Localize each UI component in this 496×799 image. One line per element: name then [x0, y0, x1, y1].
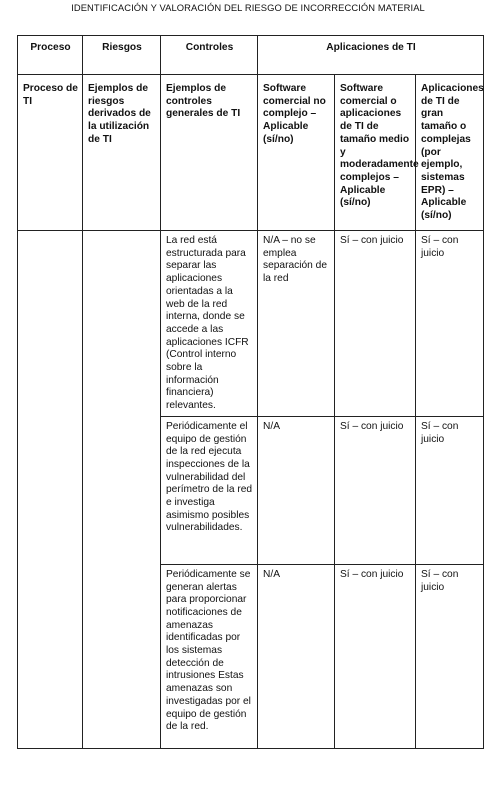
gran-tamano-cell: Sí – con juicio [416, 231, 484, 417]
header-row-secondary [18, 75, 484, 231]
no-complejo-cell: N/A – no se emplea separación de la red [258, 231, 335, 417]
header-cell-aplicaciones: Aplicaciones de TI [258, 36, 484, 75]
subheader-cell-aplicaciones-gran-tamano: Aplicaciones de TI de gran tamaño o complejas (por ejemplo, sistemas EPR) – Aplicable (sí/no) [416, 75, 484, 231]
control-cell: Periódicamente se generan alertas para proporcionar notificaciones de amenazas identificadas por los sistemas detección de intrusiones Estas amenazas son investigadas por el equipo de gestión de la red. [161, 564, 258, 748]
subheader-cell-software-no-complejo: Software comercial no complejo – Aplicable (sí/no) [258, 75, 335, 231]
control-cell: La red está estructurada para separar las aplicaciones orientadas a la web de la red interna, donde se accede a las aplicaciones ICFR (Control interno sobre la información financiera) relevantes. [161, 231, 258, 417]
subheader-cell-riesgos: Ejemplos de riesgos derivados de la utilización de TI [83, 75, 161, 231]
control-cell: Periódicamente el equipo de gestión de la red ejecuta inspecciones de la vulnerabilidad del perímetro de la red e investiga asimismo posibles vulnerabilidades. [161, 416, 258, 564]
header-cell-riesgos: Riesgos [83, 36, 161, 75]
risk-assessment-table [17, 35, 484, 749]
gran-tamano-cell: Sí – con juicio [416, 564, 484, 748]
subheader-cell-proceso: Proceso de TI [18, 75, 83, 231]
no-complejo-cell: N/A [258, 416, 335, 564]
header-cell-controles: Controles [161, 36, 258, 75]
medio-cell: Sí – con juicio [335, 416, 416, 564]
header-row-primary [18, 36, 484, 75]
page-title: IDENTIFICACIÓN Y VALORACIÓN DEL RIESGO DE INCORRECCIÓN MATERIAL [71, 2, 425, 13]
subheader-cell-software-medio: Software comercial o aplicaciones de TI de tamaño medio y moderadamente complejos – Aplicable (sí/no) [335, 75, 416, 231]
subheader-cell-controles: Ejemplos de controles generales de TI [161, 75, 258, 231]
medio-cell: Sí – con juicio [335, 564, 416, 748]
medio-cell: Sí – con juicio [335, 231, 416, 417]
gran-tamano-cell: Sí – con juicio [416, 416, 484, 564]
table-row [18, 231, 484, 417]
proceso-cell-empty [18, 231, 83, 749]
no-complejo-cell: N/A [258, 564, 335, 748]
riesgos-cell-empty [83, 231, 161, 749]
header-cell-proceso: Proceso [18, 36, 83, 75]
